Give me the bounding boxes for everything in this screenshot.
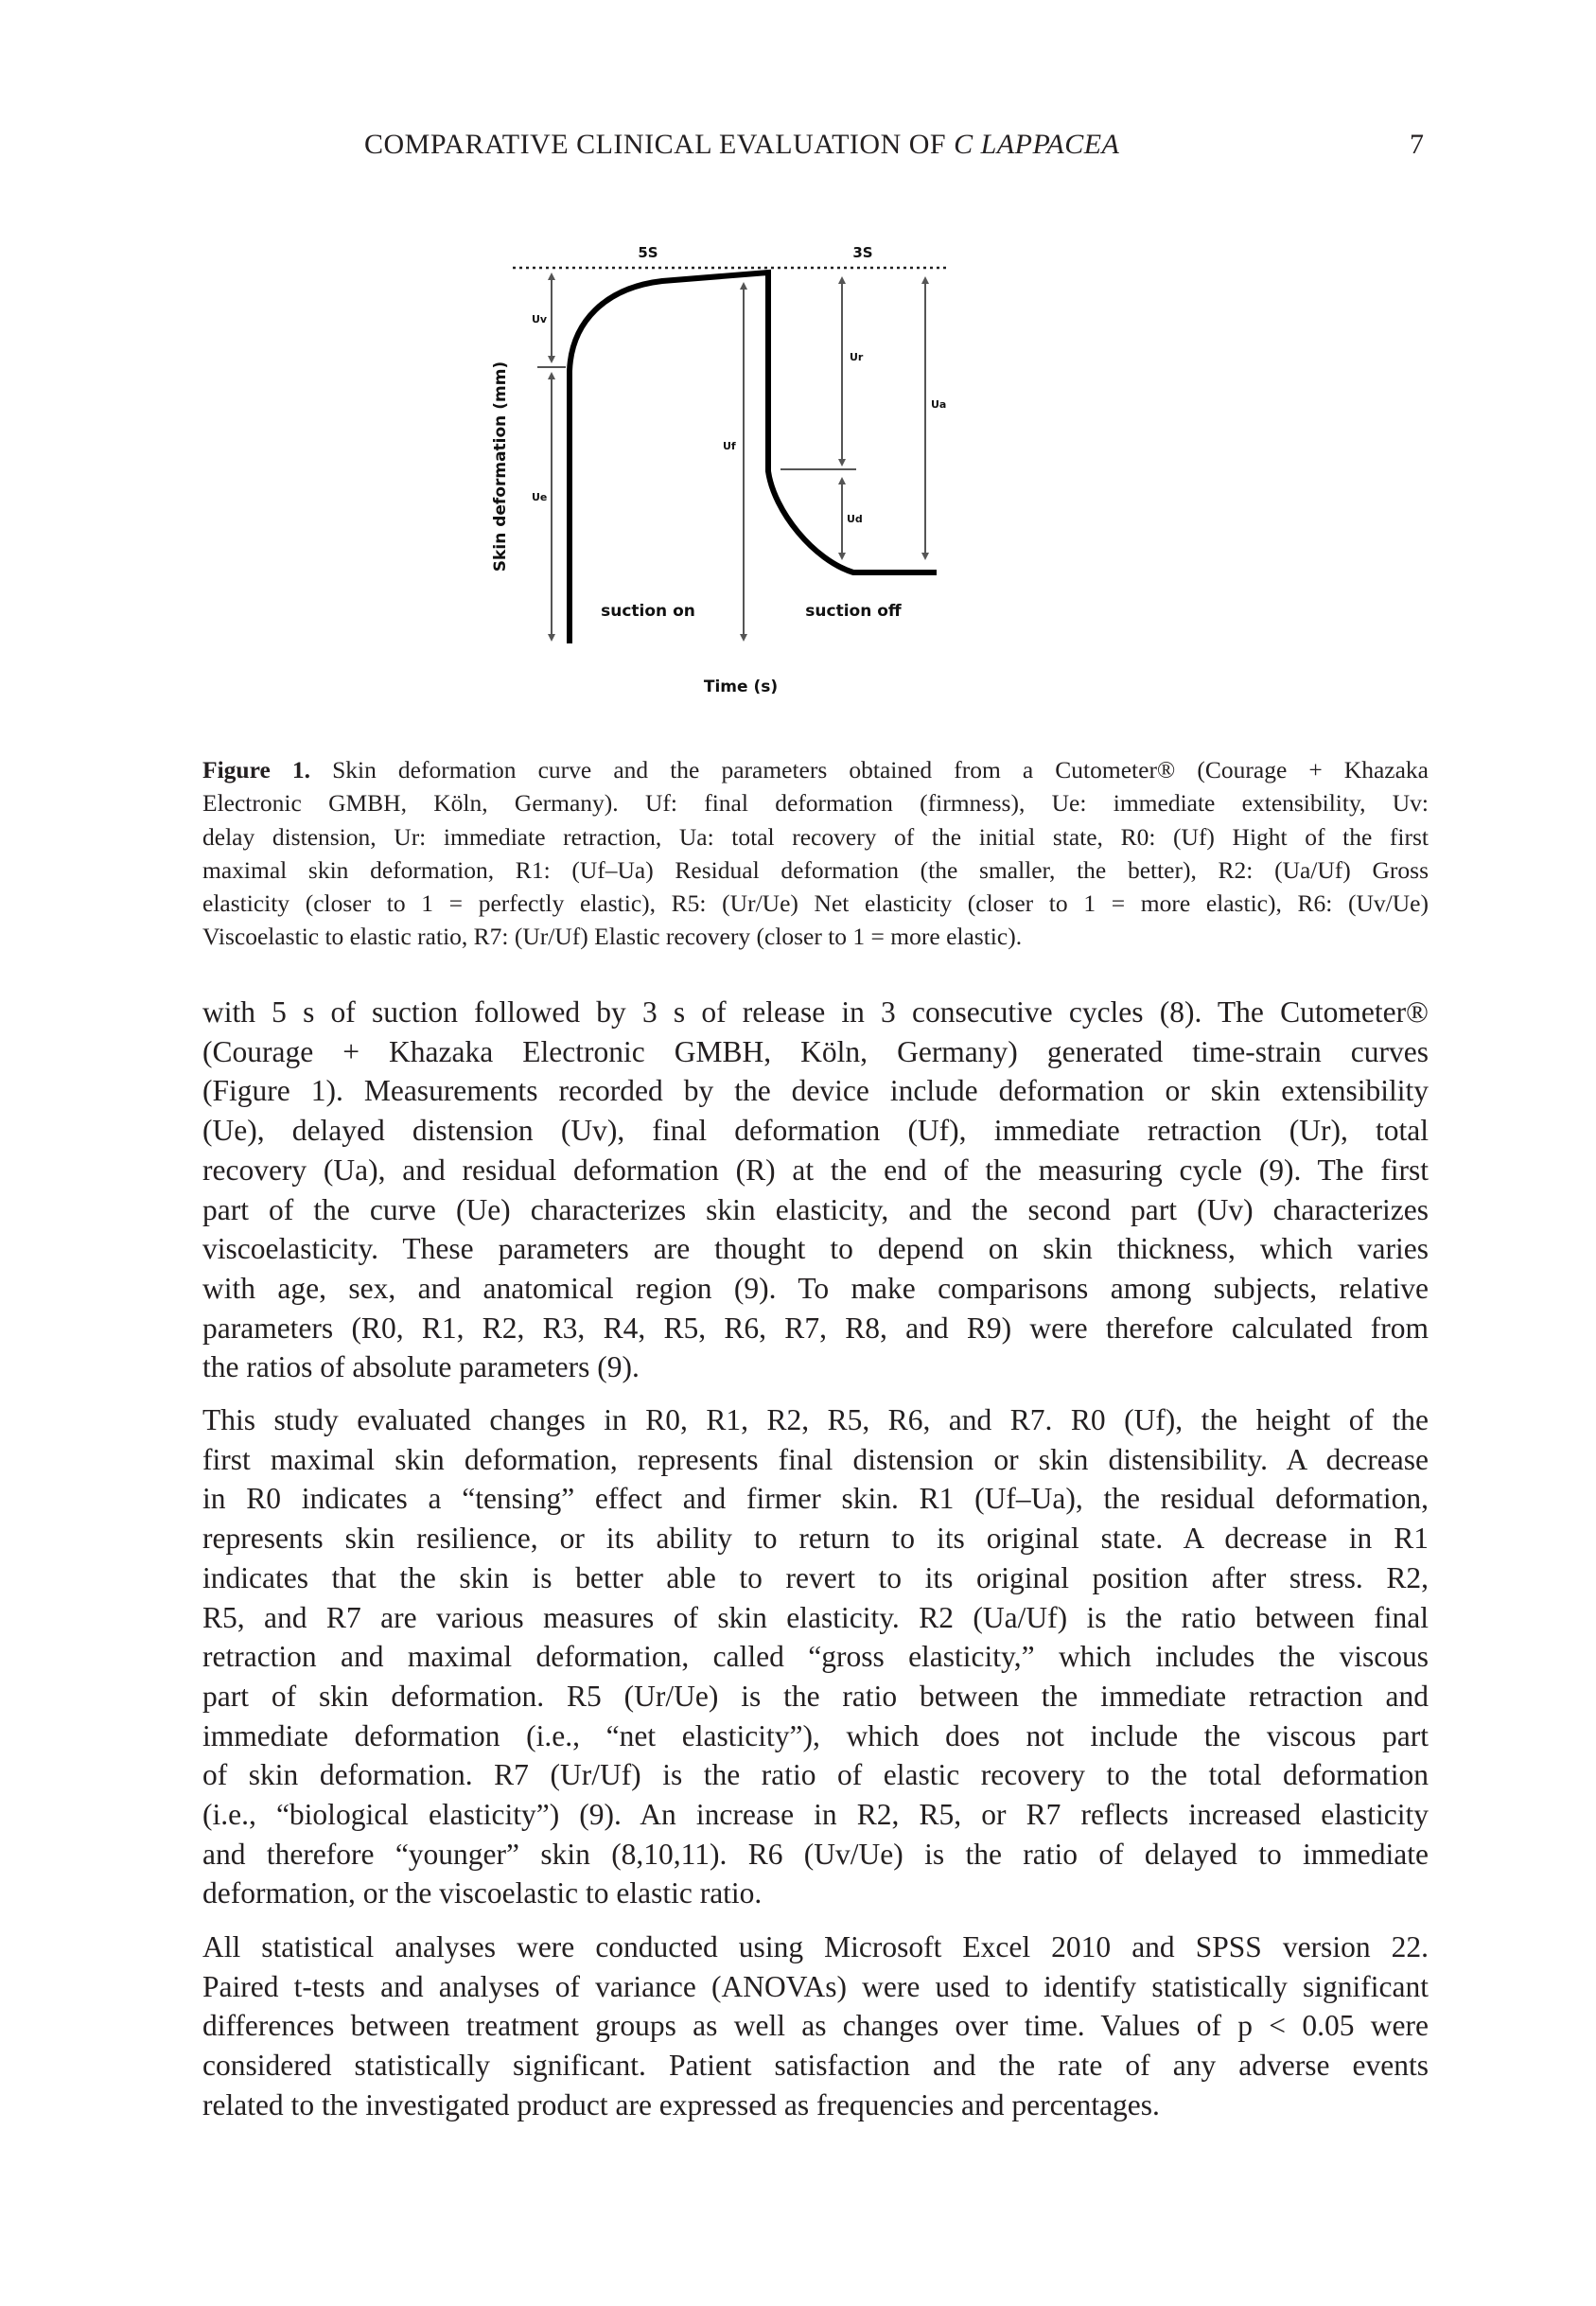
text-line: represents skin resilience, or its ability to return to its original state. A decrease in R1 (202, 1522, 1429, 1556)
label-ur: Ur (850, 351, 864, 363)
text-line: parameters (R0, R1, R2, R3, R4, R5, R6, R7, R8, and R9) were therefore calculated from (202, 1311, 1429, 1345)
caption-line: delay distension, Ur: immediate retraction, Ua: total recovery of the initial state, R0: (Uf) Hight of the first (202, 822, 1429, 851)
body-paragraph (202, 1928, 1429, 2125)
label-uv: Uv (532, 313, 548, 326)
body-paragraph (202, 1400, 1429, 1913)
x-axis-label: Time (s) (703, 678, 779, 696)
label-ua: Ua (931, 398, 947, 411)
label-suction-on: suction on (601, 602, 695, 621)
figure-caption (202, 753, 1429, 954)
text-line: immediate deformation (i.e., “net elasticity”), which does not include the viscous part (202, 1718, 1429, 1752)
figure-label: Figure 1. (202, 756, 310, 783)
text-line: viscoelasticity. These parameters are thought to depend on skin thickness, which varies (202, 1232, 1429, 1266)
caption-line: Viscoelastic to elastic ratio, R7: (Ur/Uf) Elastic recovery (closer to 1 = more elastic). (202, 923, 1023, 951)
text-line: (Ue), delayed distension (Uv), final deformation (Uf), immediate retraction (Ur), total (202, 1114, 1429, 1148)
caption-line: maximal skin deformation, R1: (Uf–Ua) Residual deformation (the smaller, the better), R2: (Ua/Uf) Gross (202, 855, 1429, 884)
text-line: part of the curve (Ue) characterizes skin elasticity, and the second part (Uv) characterizes (202, 1192, 1429, 1226)
deformation-curve (570, 273, 937, 643)
text-line: deformation, or the viscoelastic to elastic ratio. (202, 1876, 763, 1910)
text-line: (Courage + Khazaka Electronic GMBH, Köln, Germany) generated time-strain curves (202, 1034, 1429, 1068)
body-paragraph (202, 993, 1429, 1387)
caption-line: elasticity (closer to 1 = perfectly elastic), R5: (Ur/Ue) Net elasticity (closer to 1 = more elastic), R6: (Uv/Ue) (202, 889, 1429, 918)
text-line: in R0 indicates a “tensing” effect and firmer skin. R1 (Uf–Ua), the residual deformation, (202, 1482, 1429, 1516)
text-line: This study evaluated changes in R0, R1, R2, R5, R6, and R7. R0 (Uf), the height of the (202, 1403, 1429, 1436)
label-ue: Ue (532, 491, 548, 503)
text-line: retraction and maximal deformation, called “gross elasticity,” which includes the viscous (202, 1640, 1429, 1674)
text-line: recovery (Ua), and residual deformation (R) at the end of the measuring cycle (9). The first (202, 1153, 1429, 1187)
running-title: COMPARATIVE CLINICAL EVALUATION OF C LAPPACEA (364, 129, 1120, 160)
text-line: indicates that the skin is better able to revert to its original position after stress. R2, (202, 1560, 1429, 1594)
page-number: 7 (1410, 129, 1424, 160)
text-line: (Figure 1). Measurements recorded by the device include deformation or skin extensibility (202, 1074, 1429, 1108)
text-line: differences between treatment groups as well as changes over time. Values of p < 0.05 were (202, 2009, 1429, 2043)
species-name: C LAPPACEA (954, 129, 1120, 160)
label-uf: Uf (723, 440, 736, 452)
label-ud: Ud (847, 513, 863, 525)
text-line: with age, sex, and anatomical region (9). To make comparisons among subjects, relative (202, 1271, 1429, 1305)
text-line: first maximal skin deformation, represents final distension or skin distensibility. A decrease (202, 1442, 1429, 1476)
label-5s: 5S (638, 244, 658, 261)
skin-deformation-figure (473, 218, 1154, 710)
text-line: considered statistically significant. Patient satisfaction and the rate of any adverse events (202, 2049, 1429, 2083)
label-3s: 3S (852, 244, 873, 261)
text-line: and therefore “younger” skin (8,10,11). R6 (Uv/Ue) is the ratio of delayed to immediate (202, 1837, 1429, 1871)
text-line: part of skin deformation. R5 (Ur/Ue) is the ratio between the immediate retraction and (202, 1679, 1429, 1713)
text-line: with 5 s of suction followed by 3 s of release in 3 consecutive cycles (8). The Cutometer® (202, 995, 1429, 1029)
text-line: of skin deformation. R7 (Ur/Uf) is the ratio of elastic recovery to the total deformation (202, 1758, 1429, 1792)
text-line: (i.e., “biological elasticity”) (9). An increase in R2, R5, or R7 reflects increased elasticity (202, 1798, 1429, 1832)
caption-line: Electronic GMBH, Köln, Germany). Uf: final deformation (firmness), Ue: immediate extensibility, Uv: (202, 789, 1429, 818)
text-line: All statistical analyses were conducted using Microsoft Excel 2010 and SPSS version 22. (202, 1930, 1429, 1963)
caption-line: Figure 1. Skin deformation curve and the parameters obtained from a Cutometer® (Courage + Khazaka (202, 756, 1429, 783)
text-line: R5, and R7 are various measures of skin elasticity. R2 (Ua/Uf) is the ratio between final (202, 1600, 1429, 1634)
text-line: Paired t-tests and analyses of variance (ANOVAs) were used to identify statistically significant (202, 1969, 1429, 2003)
y-axis-label: Skin deformation (mm) (491, 361, 510, 572)
label-suction-off: suction off (805, 602, 902, 621)
text-line: the ratios of absolute parameters (9). (202, 1350, 640, 1384)
text-line: related to the investigated product are expressed as frequencies and percentages. (202, 2087, 1160, 2121)
